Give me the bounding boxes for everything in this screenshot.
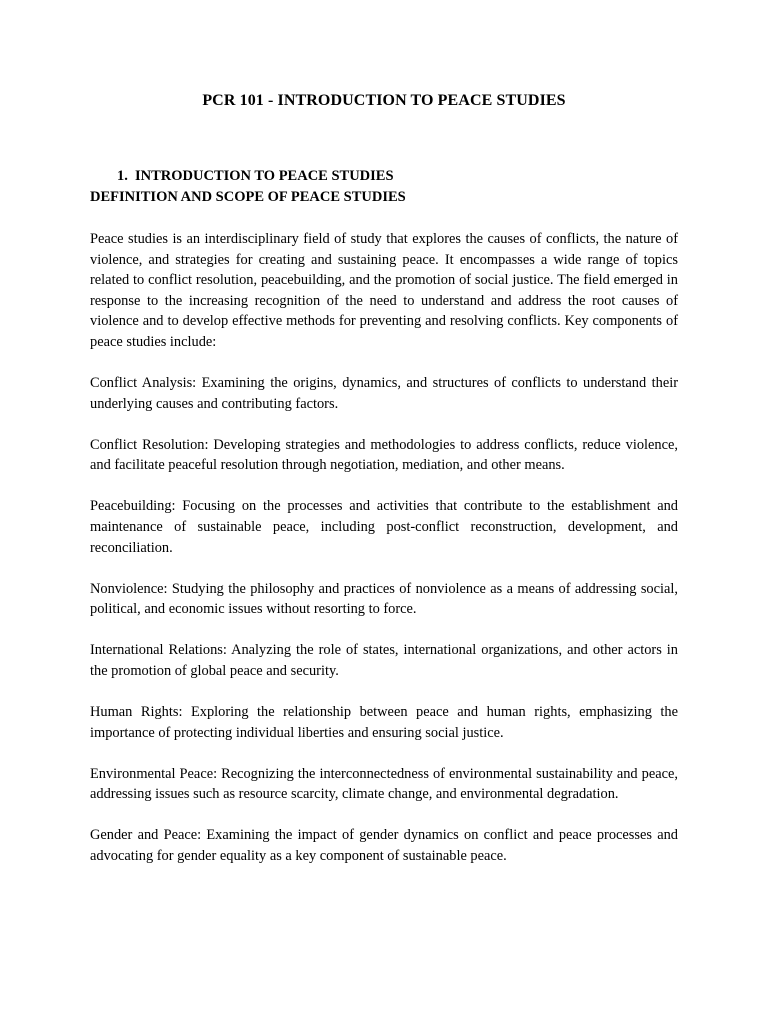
body-text xyxy=(90,229,678,887)
paragraph-peacebuilding: Peacebuilding: Focusing on the processes and activities that contribute to the establishment and maintenance of sustainable peace, including post-conflict reconstruction, development, and reconciliation. xyxy=(90,498,678,556)
section-number: 1. xyxy=(117,168,128,184)
section-heading-text: INTRODUCTION TO PEACE STUDIES xyxy=(135,168,394,184)
document-title: PCR 101 - INTRODUCTION TO PEACE STUDIES xyxy=(202,92,566,109)
paragraph-gender-and-peace: Gender and Peace: Examining the impact of gender dynamics on conflict and peace processes and advocating for gender equality as a key component of sustainable peace. xyxy=(90,827,678,865)
section-heading xyxy=(117,166,394,186)
paragraph-conflict-analysis: Conflict Analysis: Examining the origins, dynamics, and structures of conflicts to understand their underlying causes and contributing factors. xyxy=(90,375,678,412)
section-subheading: DEFINITION AND SCOPE OF PEACE STUDIES xyxy=(90,189,406,205)
paragraph-international-relations: International Relations: Analyzing the role of states, international organizations, and other actors in the promotion of global peace and security. xyxy=(90,642,678,679)
paragraph-intro: Peace studies is an interdisciplinary field of study that explores the causes of conflicts, the nature of violence, and strategies for creating and sustaining peace. It encompasses a wide range of topics related to conflict resolution, peacebuilding, and the promotion of social justice. The field emerged in response to the increasing recognition of the need to understand and address the root causes of violence and to develop effective methods for preventing and resolving conflicts. Key components of peace studies include: xyxy=(90,231,678,350)
paragraph-human-rights: Human Rights: Exploring the relationship between peace and human rights, emphasizing the importance of protecting individual liberties and ensuring social justice. xyxy=(90,704,678,741)
paragraph-nonviolence: Nonviolence: Studying the philosophy and practices of nonviolence as a means of addressing social, political, and economic issues without resorting to force. xyxy=(90,580,678,618)
paragraph-conflict-resolution: Conflict Resolution: Developing strategies and methodologies to address conflicts, reduce violence, and facilitate peaceful resolution through negotiation, mediation, and other means. xyxy=(90,436,678,474)
paragraph-environmental-peace: Environmental Peace: Recognizing the interconnectedness of environmental sustainability and peace, addressing issues such as resource scarcity, climate change, and environmental degradation. xyxy=(90,765,678,803)
